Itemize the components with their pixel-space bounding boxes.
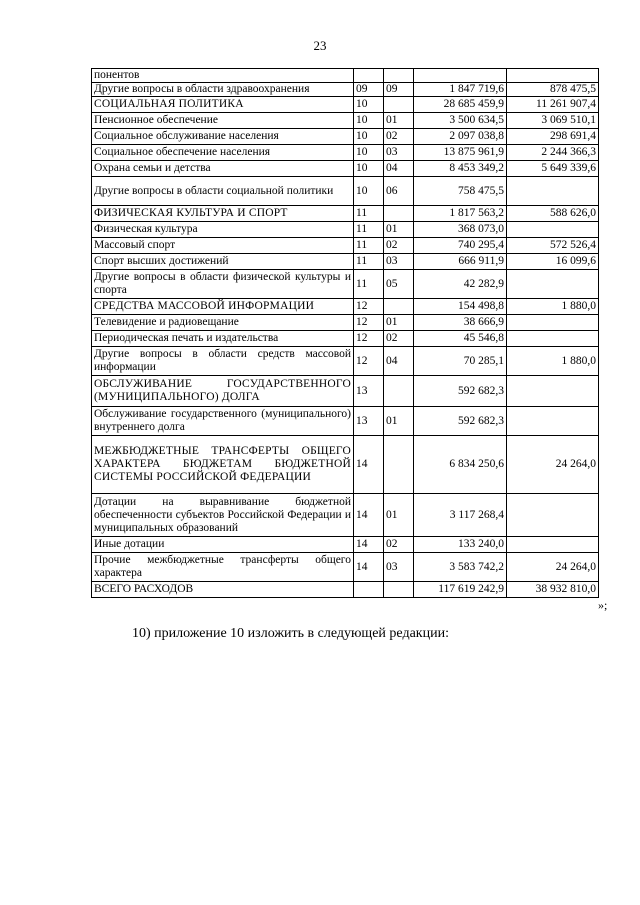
row-name: Социальное обеспечение населения bbox=[92, 145, 354, 161]
row-amount-total: 117 619 242,9 bbox=[414, 582, 507, 598]
row-amount-second: 1 880,0 bbox=[507, 347, 599, 376]
row-amount-second: 3 069 510,1 bbox=[507, 113, 599, 129]
row-amount-total: 758 475,5 bbox=[414, 177, 507, 206]
row-section-code bbox=[354, 582, 384, 598]
row-name: Другие вопросы в области физической культуры и спорта bbox=[92, 270, 354, 299]
row-amount-second bbox=[507, 376, 599, 407]
row-section-code: 11 bbox=[354, 254, 384, 270]
row-amount-second: 11 261 907,4 bbox=[507, 97, 599, 113]
row-amount-second: 5 649 339,6 bbox=[507, 161, 599, 177]
row-subsection-code bbox=[384, 299, 414, 315]
table-row bbox=[92, 299, 599, 315]
table-row bbox=[92, 129, 599, 145]
row-section-code: 10 bbox=[354, 113, 384, 129]
row-subsection-code: 01 bbox=[384, 407, 414, 436]
row-name: Спорт высших достижений bbox=[92, 254, 354, 270]
row-name: МЕЖБЮДЖЕТНЫЕ ТРАНСФЕРТЫ ОБЩЕГО ХАРАКТЕРА БЮДЖЕТАМ БЮДЖЕТНОЙ СИСТЕМЫ РОССИЙСКОЙ ФЕДЕРАЦИИ bbox=[92, 436, 354, 494]
table-row bbox=[92, 83, 599, 97]
table-row bbox=[92, 407, 599, 436]
row-amount-total: 3 583 742,2 bbox=[414, 553, 507, 582]
page-number: 23 bbox=[313, 38, 327, 53]
row-amount-total: 70 285,1 bbox=[414, 347, 507, 376]
table-row bbox=[92, 331, 599, 347]
row-name: ФИЗИЧЕСКАЯ КУЛЬТУРА И СПОРТ bbox=[92, 206, 354, 222]
row-subsection-code bbox=[384, 582, 414, 598]
row-subsection-code: 01 bbox=[384, 494, 414, 537]
row-amount-second bbox=[507, 331, 599, 347]
row-section-code: 12 bbox=[354, 315, 384, 331]
row-name: Физическая культура bbox=[92, 222, 354, 238]
row-amount-total: 3 500 634,5 bbox=[414, 113, 507, 129]
row-section-code: 14 bbox=[354, 436, 384, 494]
row-name: Другие вопросы в области социальной политики bbox=[92, 177, 354, 206]
row-amount-total: 38 666,9 bbox=[414, 315, 507, 331]
row-amount-total bbox=[414, 69, 507, 83]
row-amount-total: 8 453 349,2 bbox=[414, 161, 507, 177]
row-amount-total: 154 498,8 bbox=[414, 299, 507, 315]
row-section-code: 12 bbox=[354, 347, 384, 376]
row-amount-total: 740 295,4 bbox=[414, 238, 507, 254]
row-subsection-code: 02 bbox=[384, 238, 414, 254]
row-amount-second bbox=[507, 537, 599, 553]
row-amount-total: 592 682,3 bbox=[414, 407, 507, 436]
row-name: ВСЕГО РАСХОДОВ bbox=[92, 582, 354, 598]
table-row bbox=[92, 315, 599, 331]
budget-table bbox=[91, 68, 599, 598]
row-amount-second: 588 626,0 bbox=[507, 206, 599, 222]
row-section-code: 13 bbox=[354, 376, 384, 407]
row-name: Социальное обслуживание населения bbox=[92, 129, 354, 145]
row-amount-second bbox=[507, 222, 599, 238]
row-subsection-code: 03 bbox=[384, 553, 414, 582]
row-name: понентов bbox=[92, 69, 354, 83]
row-amount-total: 45 546,8 bbox=[414, 331, 507, 347]
row-amount-total: 592 682,3 bbox=[414, 376, 507, 407]
row-amount-second: 24 264,0 bbox=[507, 553, 599, 582]
row-subsection-code: 06 bbox=[384, 177, 414, 206]
row-amount-total: 133 240,0 bbox=[414, 537, 507, 553]
table-row bbox=[92, 494, 599, 537]
row-amount-second: 38 932 810,0 bbox=[507, 582, 599, 598]
row-name: Обслуживание государственного (муниципального) внутреннего долга bbox=[92, 407, 354, 436]
row-name: Иные дотации bbox=[92, 537, 354, 553]
row-section-code: 11 bbox=[354, 238, 384, 254]
row-subsection-code bbox=[384, 97, 414, 113]
row-amount-total: 42 282,9 bbox=[414, 270, 507, 299]
row-section-code: 10 bbox=[354, 97, 384, 113]
row-subsection-code: 04 bbox=[384, 161, 414, 177]
row-section-code bbox=[354, 69, 384, 83]
row-name: ОБСЛУЖИВАНИЕ ГОСУДАРСТВЕННОГО (МУНИЦИПАЛЬНОГО) ДОЛГА bbox=[92, 376, 354, 407]
row-section-code: 14 bbox=[354, 494, 384, 537]
row-amount-total: 2 097 038,8 bbox=[414, 129, 507, 145]
row-section-code: 14 bbox=[354, 553, 384, 582]
table-row bbox=[92, 270, 599, 299]
row-subsection-code bbox=[384, 436, 414, 494]
row-name: Охрана семьи и детства bbox=[92, 161, 354, 177]
row-name: Пенсионное обеспечение bbox=[92, 113, 354, 129]
row-name: СРЕДСТВА МАССОВОЙ ИНФОРМАЦИИ bbox=[92, 299, 354, 315]
row-section-code: 10 bbox=[354, 129, 384, 145]
row-amount-second bbox=[507, 407, 599, 436]
table-row bbox=[92, 177, 599, 206]
table-row bbox=[92, 145, 599, 161]
table-row bbox=[92, 161, 599, 177]
row-section-code: 10 bbox=[354, 145, 384, 161]
row-section-code: 14 bbox=[354, 537, 384, 553]
row-subsection-code: 01 bbox=[384, 113, 414, 129]
row-name: Другие вопросы в области средств массовой информации bbox=[92, 347, 354, 376]
row-subsection-code: 04 bbox=[384, 347, 414, 376]
row-name: Периодическая печать и издательства bbox=[92, 331, 354, 347]
row-section-code: 10 bbox=[354, 177, 384, 206]
row-name: Дотации на выравнивание бюджетной обеспеченности субъектов Российской Федерации и муниципальных образований bbox=[92, 494, 354, 537]
table-row bbox=[92, 376, 599, 407]
table-row bbox=[92, 69, 599, 83]
row-subsection-code: 03 bbox=[384, 145, 414, 161]
row-section-code: 13 bbox=[354, 407, 384, 436]
table-row bbox=[92, 553, 599, 582]
table-closing-quote: »; bbox=[598, 598, 608, 612]
row-subsection-code: 03 bbox=[384, 254, 414, 270]
row-subsection-code bbox=[384, 206, 414, 222]
table-row bbox=[92, 238, 599, 254]
row-subsection-code: 05 bbox=[384, 270, 414, 299]
table-row bbox=[92, 347, 599, 376]
table-row bbox=[92, 436, 599, 494]
row-section-code: 11 bbox=[354, 270, 384, 299]
row-subsection-code bbox=[384, 376, 414, 407]
row-name: Телевидение и радиовещание bbox=[92, 315, 354, 331]
row-name: Другие вопросы в области здравоохранения bbox=[92, 83, 354, 97]
row-section-code: 12 bbox=[354, 299, 384, 315]
row-amount-second bbox=[507, 315, 599, 331]
amendment-text: 10) приложение 10 изложить в следующей редакции: bbox=[132, 626, 449, 641]
row-amount-second: 24 264,0 bbox=[507, 436, 599, 494]
row-amount-second: 572 526,4 bbox=[507, 238, 599, 254]
table-row bbox=[92, 537, 599, 553]
row-amount-total: 1 817 563,2 bbox=[414, 206, 507, 222]
row-amount-second: 16 099,6 bbox=[507, 254, 599, 270]
row-amount-second: 298 691,4 bbox=[507, 129, 599, 145]
row-amount-total: 1 847 719,6 bbox=[414, 83, 507, 97]
row-section-code: 10 bbox=[354, 161, 384, 177]
row-section-code: 12 bbox=[354, 331, 384, 347]
row-name: СОЦИАЛЬНАЯ ПОЛИТИКА bbox=[92, 97, 354, 113]
row-subsection-code: 02 bbox=[384, 129, 414, 145]
row-subsection-code: 01 bbox=[384, 315, 414, 331]
row-amount-second bbox=[507, 494, 599, 537]
row-section-code: 11 bbox=[354, 222, 384, 238]
row-amount-total: 28 685 459,9 bbox=[414, 97, 507, 113]
row-subsection-code bbox=[384, 69, 414, 83]
row-name: Прочие межбюджетные трансферты общего характера bbox=[92, 553, 354, 582]
row-name: Массовый спорт bbox=[92, 238, 354, 254]
table-row bbox=[92, 582, 599, 598]
table-row bbox=[92, 97, 599, 113]
row-amount-second bbox=[507, 270, 599, 299]
row-subsection-code: 02 bbox=[384, 331, 414, 347]
row-amount-second bbox=[507, 177, 599, 206]
row-amount-second: 2 244 366,3 bbox=[507, 145, 599, 161]
table-row bbox=[92, 113, 599, 129]
row-amount-total: 666 911,9 bbox=[414, 254, 507, 270]
row-section-code: 11 bbox=[354, 206, 384, 222]
row-amount-total: 368 073,0 bbox=[414, 222, 507, 238]
row-subsection-code: 02 bbox=[384, 537, 414, 553]
row-amount-total: 3 117 268,4 bbox=[414, 494, 507, 537]
table-row bbox=[92, 222, 599, 238]
row-amount-second: 878 475,5 bbox=[507, 83, 599, 97]
row-amount-total: 13 875 961,9 bbox=[414, 145, 507, 161]
row-amount-second: 1 880,0 bbox=[507, 299, 599, 315]
row-amount-total: 6 834 250,6 bbox=[414, 436, 507, 494]
table-row bbox=[92, 206, 599, 222]
row-subsection-code: 01 bbox=[384, 222, 414, 238]
row-amount-second bbox=[507, 69, 599, 83]
row-subsection-code: 09 bbox=[384, 83, 414, 97]
row-section-code: 09 bbox=[354, 83, 384, 97]
table-row bbox=[92, 254, 599, 270]
